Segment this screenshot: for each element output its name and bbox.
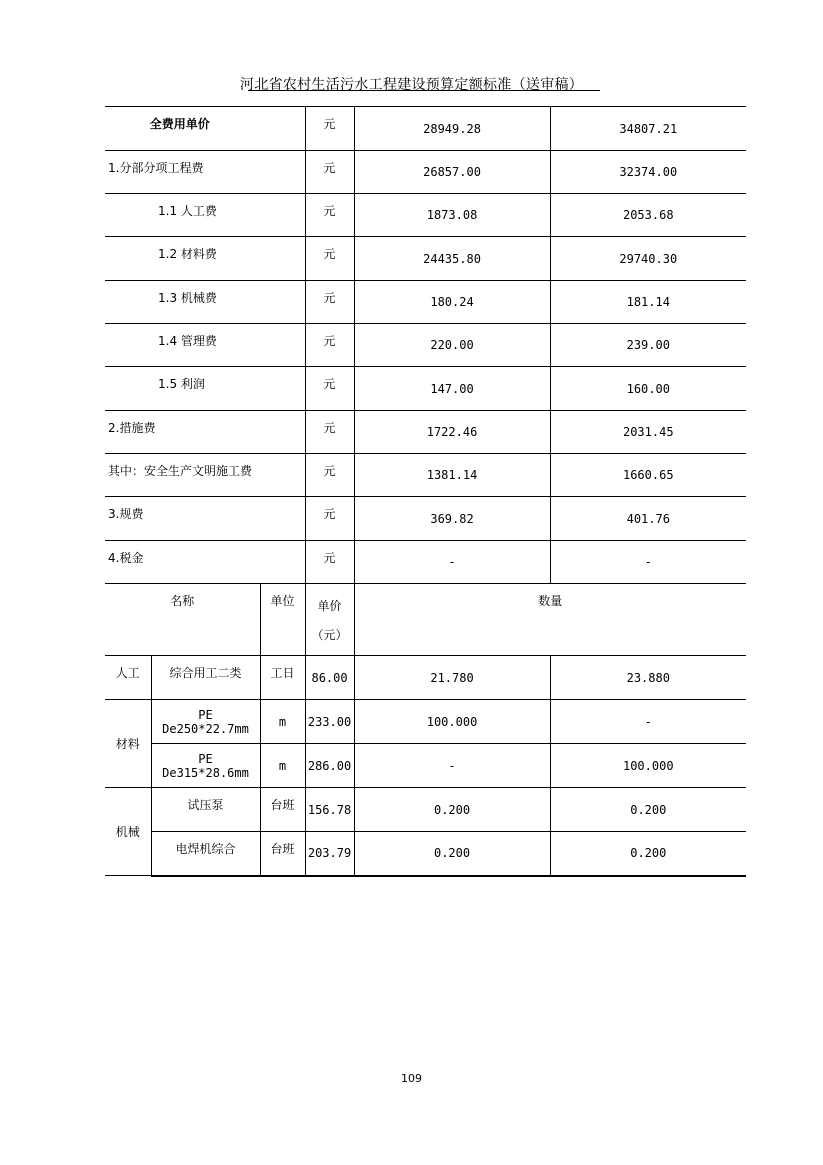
labor-quantity-1: 21.780 <box>354 656 550 700</box>
machinery-quantity-1: 0.200 <box>354 832 550 876</box>
summary-row <box>105 541 823 584</box>
detail-header-unit: 单位 <box>260 584 305 656</box>
summary-label: 1.2 材料费 <box>105 237 305 281</box>
material-row <box>105 700 823 744</box>
summary-label: 1.1 人工费 <box>105 194 305 237</box>
quota-table <box>105 106 823 877</box>
summary-value-2: 29740.30 <box>550 237 746 281</box>
document-header-title: 河北省农村生活污水工程建设预算定额标准（送审稿） <box>239 77 584 93</box>
summary-label: 1.5 利润 <box>105 367 305 411</box>
labor-category: 人工 <box>105 656 151 700</box>
summary-label: 2.措施费 <box>105 411 305 454</box>
summary-label: 4.税金 <box>105 541 305 584</box>
summary-unit: 元 <box>305 194 354 237</box>
summary-value-1: 1381.14 <box>354 454 550 497</box>
material-unit: m <box>260 744 305 788</box>
summary-row <box>105 324 823 367</box>
summary-unit: 元 <box>305 281 354 324</box>
summary-row <box>105 454 823 497</box>
summary-value-1: 28949.28 <box>354 107 550 151</box>
detail-header-price-line2: （元） <box>311 628 348 642</box>
summary-label: 1.3 机械费 <box>105 281 305 324</box>
summary-value-2: 32374.00 <box>550 151 746 194</box>
summary-label: 其中：安全生产文明施工费 <box>105 454 305 497</box>
summary-unit: 元 <box>305 324 354 367</box>
summary-label-total: 全费用单价 <box>105 107 305 151</box>
summary-value-1: 1873.08 <box>354 194 550 237</box>
summary-value-2: 2031.45 <box>550 411 746 454</box>
summary-unit: 元 <box>305 411 354 454</box>
summary-row <box>105 411 823 454</box>
summary-unit: 元 <box>305 541 354 584</box>
labor-price: 86.00 <box>305 656 354 700</box>
machinery-row <box>105 832 823 876</box>
machinery-quantity-2: 0.200 <box>550 788 746 832</box>
summary-value-2: 181.14 <box>550 281 746 324</box>
machinery-quantity-2: 0.200 <box>550 832 746 876</box>
summary-row <box>105 237 823 281</box>
summary-value-2: 34807.21 <box>550 107 746 151</box>
summary-value-2: 401.76 <box>550 497 746 541</box>
summary-unit: 元 <box>305 497 354 541</box>
material-price: 286.00 <box>305 744 354 788</box>
summary-row <box>105 151 823 194</box>
summary-label: 3.规费 <box>105 497 305 541</box>
machinery-price: 203.79 <box>305 832 354 876</box>
summary-value-1: 220.00 <box>354 324 550 367</box>
header-title-underline <box>248 90 600 91</box>
labor-row <box>105 656 823 700</box>
detail-header-row <box>105 584 823 656</box>
summary-unit: 元 <box>305 367 354 411</box>
summary-label: 1.分部分项工程费 <box>105 151 305 194</box>
detail-header-price-line1: 单价 <box>317 599 342 613</box>
summary-value-2: 160.00 <box>550 367 746 411</box>
summary-row <box>105 367 823 411</box>
material-name: PE De250*22.7mm <box>151 700 260 744</box>
material-quantity-1: - <box>354 744 550 788</box>
summary-value-2: - <box>550 541 746 584</box>
material-quantity-1: 100.000 <box>354 700 550 744</box>
summary-value-2: 1660.65 <box>550 454 746 497</box>
summary-value-1: 369.82 <box>354 497 550 541</box>
summary-value-1: 147.00 <box>354 367 550 411</box>
summary-unit: 元 <box>305 151 354 194</box>
summary-unit: 元 <box>305 237 354 281</box>
material-name: PE De315*28.6mm <box>151 744 260 788</box>
summary-value-1: 180.24 <box>354 281 550 324</box>
labor-unit: 工日 <box>260 656 305 700</box>
summary-value-2: 239.00 <box>550 324 746 367</box>
summary-value-1: - <box>354 541 550 584</box>
summary-value-1: 1722.46 <box>354 411 550 454</box>
detail-header-price <box>305 584 354 656</box>
machinery-name: 电焊机综合 <box>151 832 260 876</box>
summary-row <box>105 497 823 541</box>
machinery-row <box>105 788 823 832</box>
material-unit: m <box>260 700 305 744</box>
machinery-quantity-1: 0.200 <box>354 788 550 832</box>
summary-label: 1.4 管理费 <box>105 324 305 367</box>
summary-unit: 元 <box>305 454 354 497</box>
machinery-price: 156.78 <box>305 788 354 832</box>
summary-value-2: 2053.68 <box>550 194 746 237</box>
machinery-category: 机械 <box>105 788 151 876</box>
machinery-name: 试压泵 <box>151 788 260 832</box>
labor-name: 综合用工二类 <box>151 656 260 700</box>
labor-quantity-2: 23.880 <box>550 656 746 700</box>
detail-header-name: 名称 <box>105 584 260 656</box>
summary-row <box>105 281 823 324</box>
material-category: 材料 <box>105 700 151 788</box>
summary-value-1: 26857.00 <box>354 151 550 194</box>
page-number: 109 <box>401 1072 422 1085</box>
summary-row-total <box>105 107 823 151</box>
material-quantity-2: - <box>550 700 746 744</box>
summary-value-1: 24435.80 <box>354 237 550 281</box>
summary-row <box>105 194 823 237</box>
machinery-unit: 台班 <box>260 788 305 832</box>
detail-header-quantity: 数量 <box>354 584 746 656</box>
material-price: 233.00 <box>305 700 354 744</box>
material-row <box>105 744 823 788</box>
material-quantity-2: 100.000 <box>550 744 746 788</box>
summary-unit: 元 <box>305 107 354 151</box>
machinery-unit: 台班 <box>260 832 305 876</box>
